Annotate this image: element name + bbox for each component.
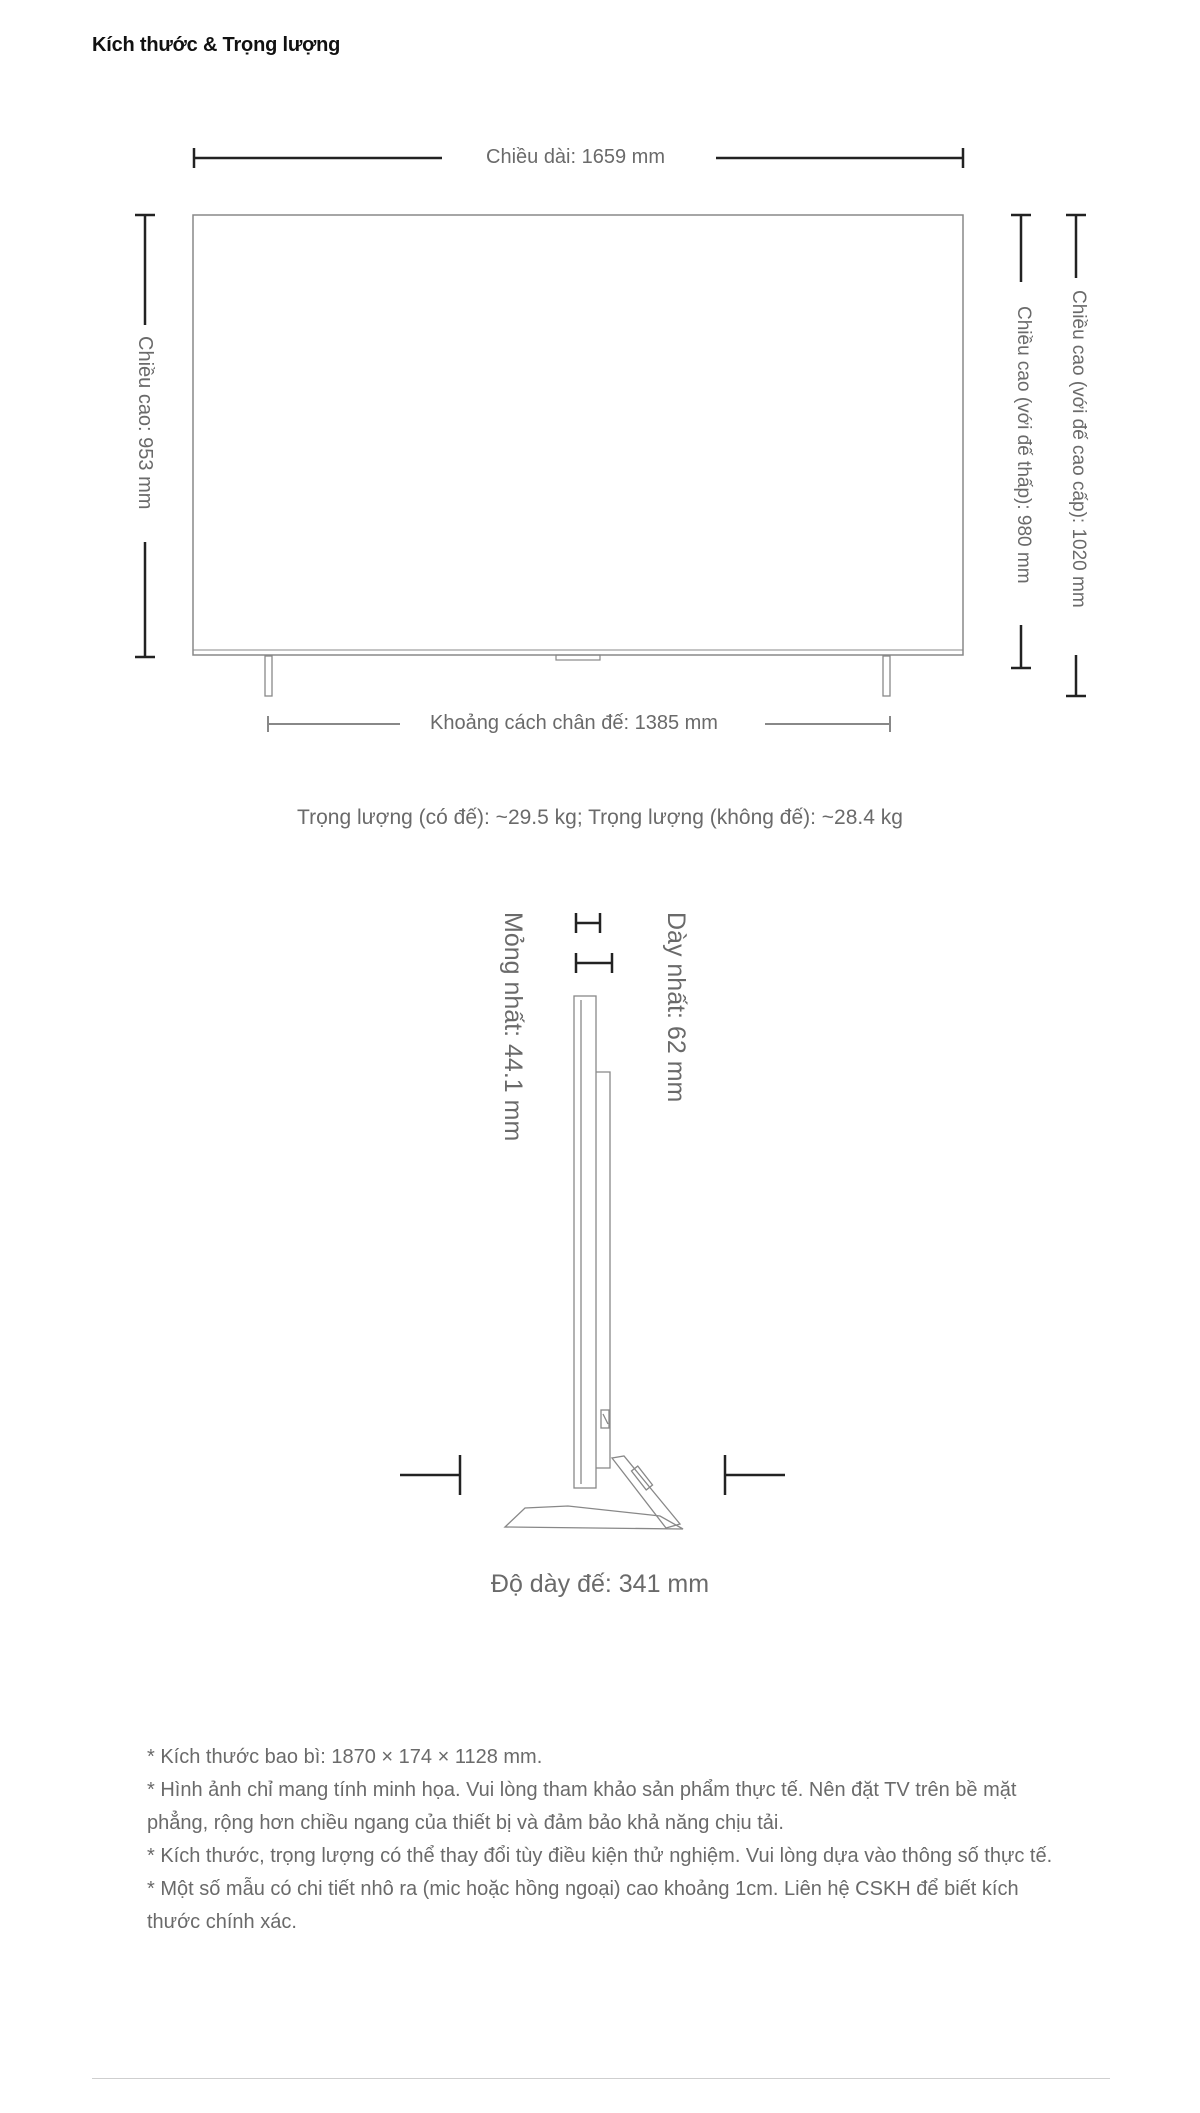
- notes: [147, 1741, 1077, 1939]
- tv-side-profile: [574, 996, 610, 1488]
- section-title: Kích thước & Trọng lượng: [92, 34, 341, 56]
- note-item: * Một số mẫu có chi tiết nhô ra (mic hoặc hồng ngoại) cao khoảng 1cm. Liên hệ CSKH để biết kích thước chính xác.: [147, 1878, 1019, 1933]
- thinnest-label: Mỏng nhất: 44.1 mm: [499, 912, 527, 1142]
- weights-text: Trọng lượng (có đế): ~29.5 kg; Trọng lượng (không đế): ~28.4 kg: [297, 806, 903, 829]
- stand-depth-label: Độ dày đế: 341 mm: [490, 1570, 710, 1598]
- height-premium-stand-label: Chiều cao (với đế cao cấp): 1020 mm: [1068, 290, 1089, 608]
- divider: [92, 2078, 1110, 2079]
- height-low-stand-label: Chiều cao (với đế thấp): 980 mm: [1013, 306, 1034, 584]
- thickest-marker: [576, 953, 612, 973]
- stand-depth-marker-right: [725, 1455, 785, 1495]
- length-label: Chiều dài: 1659 mm: [486, 146, 665, 168]
- thickest-label: Dày nhất: 62 mm: [662, 912, 690, 1103]
- height-label: Chiều cao: 953 mm: [134, 336, 156, 510]
- tv-front-outline: [193, 215, 963, 660]
- thinnest-marker: [576, 913, 600, 933]
- stand-depth-marker-left: [400, 1455, 460, 1495]
- stand-side-profile: [505, 1456, 683, 1529]
- note-item: * Hình ảnh chỉ mang tính minh họa. Vui lòng tham khảo sản phẩm thực tế. Nên đặt TV trên bề mặt phẳng, rộng hơn chiều ngang của thiết bị và đảm bảo khả năng chịu tải.: [147, 1779, 1017, 1834]
- note-item: * Kích thước, trọng lượng có thể thay đổi tùy điều kiện thử nghiệm. Vui lòng dựa vào thông số thực tế.: [147, 1845, 1053, 1867]
- note-item: * Kích thước bao bì: 1870 × 174 × 1128 mm.: [147, 1746, 543, 1768]
- stand-feet: [265, 656, 890, 696]
- stand-distance-label: Khoảng cách chân đế: 1385 mm: [430, 712, 718, 734]
